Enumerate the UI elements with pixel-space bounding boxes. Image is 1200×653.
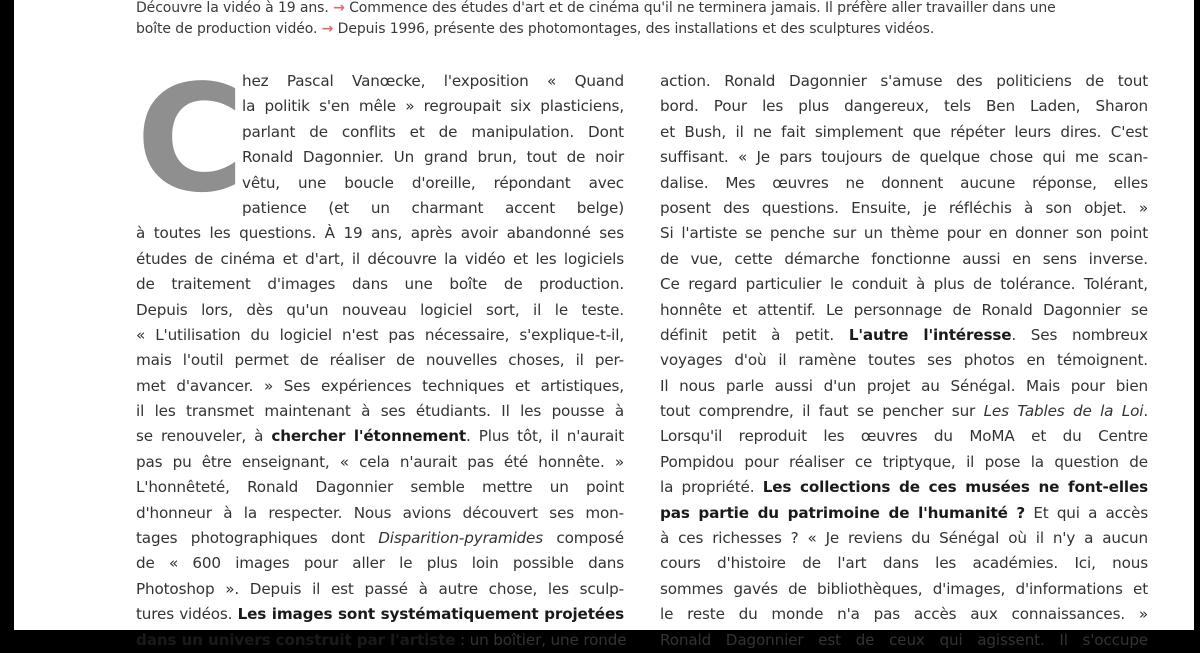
text-run: la propriété.: [660, 478, 763, 497]
text-run: voyages d'où il ramène toutes ses photos en témoignent.: [660, 351, 1148, 370]
article-column-left: [136, 53, 627, 653]
text-line: [136, 450, 624, 475]
bio-text: Depuis 1996, présente des photomontages, des installations et des sculptures vidéos.: [333, 21, 935, 37]
text-run: tout comprendre, il faut se pencher sur: [660, 402, 984, 421]
text-run: posent des questions. Ensuite, je réfléchis à son objet. »: [660, 198, 1148, 217]
text-run: sommes gavés de bibliothèques, d'images, d'informations et: [660, 579, 1148, 598]
text-line: [660, 94, 1148, 119]
text-line: [136, 196, 624, 221]
italic-title: Disparition-pyramides: [378, 529, 544, 548]
text-line: [136, 298, 624, 323]
scan-border-left: [0, 0, 14, 630]
bold-highlight: Les collections de ces musées ne font-elles: [762, 478, 1148, 497]
bold-highlight: pas partie du patrimoine de l'humanité ?: [660, 503, 1026, 522]
italic-title: Les Tables de la Loi: [983, 402, 1144, 421]
text-run: tages photographiques dont: [136, 529, 379, 548]
text-run: action. Ronald Dagonnier s'amuse des politiciens de tout: [660, 72, 1148, 90]
text-run: il les transmet maintenant à ses étudiants. Il les pousse à: [136, 402, 624, 421]
text-line: [136, 628, 627, 653]
text-run: études de cinéma et d'art, il découvre la vidéo et les logiciels: [136, 249, 624, 268]
text-run: se renouveler, à: [136, 427, 272, 446]
text-line: [660, 323, 1148, 348]
text-run: Ce regard particulier le conduit à plus de tolérance. Tolérant,: [660, 275, 1148, 294]
text-line: [136, 247, 624, 272]
text-run: à ces richesses ? « Je reviens du Sénégal où il n'y a aucun: [660, 529, 1148, 548]
article-column-right: [660, 69, 1148, 653]
text-run: d'honneur à la respecter. Nous avions découvert ses mon-: [136, 503, 624, 522]
text-run: vêtu, une boucle d'oreille, répondant avec: [242, 173, 624, 192]
text-run: mais l'outil permet de réaliser de nouvelles choses, il per-: [136, 351, 624, 370]
text-run: Depuis lors, dès qu'un nouveau logiciel sort, il le teste.: [136, 300, 624, 319]
text-run: L'honnêteté, Ronald Dagonnier semble mettre un point: [136, 478, 624, 497]
text-line: [136, 399, 624, 424]
text-line: [136, 602, 624, 627]
text-run: suffisant. « Je pars toujours de quelque chose qui me scan-: [660, 148, 1148, 167]
text-line: [136, 145, 624, 170]
text-line: [660, 399, 1148, 424]
text-line: [660, 577, 1148, 602]
text-run: Et qui a accès: [1025, 503, 1149, 522]
text-line: [136, 323, 624, 348]
text-run: bord. Pour les plus dangereux, tels Ben Laden, Sharon: [660, 97, 1148, 116]
text-run: Il nous parle aussi d'un projet au Sénégal. Mais pour bien: [660, 376, 1148, 395]
drop-cap-letter: C: [136, 53, 241, 225]
arrow-icon: →: [321, 21, 334, 37]
text-line: [136, 501, 624, 526]
text-run: de vue, cette démarche fonctionne aussi en sens inverse.: [660, 249, 1148, 268]
text-line: [660, 348, 1148, 373]
text-line: [660, 526, 1148, 551]
text-line: [136, 475, 624, 500]
text-run: met d'avancer. » Ses expériences techniques et artistiques,: [136, 376, 624, 395]
bold-highlight: dans un univers construit par l'artiste: [136, 630, 456, 649]
text-line: [136, 424, 624, 449]
text-line: [660, 374, 1148, 399]
text-line: [660, 120, 1148, 145]
text-line: [660, 69, 1148, 94]
arrow-icon: →: [333, 0, 345, 16]
text-line: [136, 171, 624, 196]
text-run: Ronald Dagonnier. Un grand brun, tout de noir: [242, 148, 624, 167]
bio-text: Commence des études d'art et de cinéma qu'il ne terminera jamais. Il préfère aller travailler dans une boîte de production vidéo.: [136, 0, 1056, 37]
text-run: définit petit à petit.: [660, 325, 849, 344]
text-line: [136, 120, 624, 145]
text-run: à toutes les questions. À 19 ans, après avoir abandonné ses: [136, 224, 624, 243]
text-run: Photoshop ». Depuis il est passé à autre chose, les sculp-: [136, 579, 624, 598]
text-run: tures vidéos.: [136, 605, 238, 624]
text-line: [136, 272, 624, 297]
text-line: [136, 551, 624, 576]
text-run: : un boîtier, une ronde: [455, 630, 627, 649]
text-line: [660, 298, 1148, 323]
text-run: . Plus tôt, il n'aurait: [466, 427, 624, 446]
text-run: la politik s'en mêle » regroupait six plasticiens,: [242, 97, 624, 116]
text-line: [660, 221, 1148, 246]
text-run: parlant de conflits et de manipulation. Dont: [242, 122, 624, 141]
text-run: Si l'artiste se penche sur un thème pour en donner son point: [660, 224, 1148, 243]
scan-border-right: [1194, 0, 1200, 630]
text-line: [660, 272, 1148, 297]
text-line: [136, 348, 624, 373]
text-line: [136, 577, 624, 602]
text-line: [136, 94, 624, 119]
text-run: Ronald Dagonnier est de ceux qui agissent. Il s'occupe: [660, 630, 1148, 649]
bio-text: Découvre la vidéo à 19 ans.: [136, 0, 334, 16]
artist-bio-summary: [136, 0, 1066, 40]
text-run: .: [1143, 402, 1149, 421]
text-line: [136, 526, 624, 551]
text-run: pas pu être enseignant, « cela n'aurait pas été honnête. »: [136, 452, 624, 471]
text-line: [136, 374, 624, 399]
bold-highlight: Les images sont systématiquement projetées: [237, 605, 624, 624]
text-line: [660, 602, 1148, 627]
text-line: [660, 450, 1148, 475]
text-run: de « 600 images pour aller le plus loin possible dans: [136, 554, 624, 573]
text-line: [660, 475, 1148, 500]
text-run: de traitement d'images dans une boîte de production.: [136, 275, 624, 294]
text-line: [660, 551, 1148, 576]
text-line: [660, 171, 1148, 196]
text-run: le reste du monde n'a pas accès aux connaissances. »: [660, 605, 1148, 624]
text-line: [660, 247, 1148, 272]
bold-highlight: L'autre l'intéresse: [848, 325, 1012, 344]
text-run: dalise. Mes œuvres ne donnent aucune réponse, elles: [660, 173, 1148, 192]
text-run: et Bush, il ne fait simplement que répéter leurs dires. C'est: [660, 122, 1148, 141]
text-run: Pompidou pour réaliser ce triptyque, il pose la question de: [660, 452, 1148, 471]
text-run: cours d'histoire de l'art dans les académies. Ici, nous: [660, 554, 1148, 573]
text-run: . Ses nombreux: [1011, 325, 1148, 344]
text-line: [660, 501, 1148, 526]
text-line: [660, 145, 1148, 170]
bold-highlight: chercher l'étonnement: [271, 427, 467, 446]
text-line: [660, 628, 1148, 653]
text-run: hez Pascal Vanœcke, l'exposition « Quand: [242, 72, 624, 90]
text-line: [660, 196, 1148, 221]
text-line: [660, 424, 1148, 449]
text-run: Lorsqu'il reproduit les œuvres du MoMA et du Centre: [660, 427, 1148, 446]
text-line: [136, 221, 624, 246]
text-run: patience (et un charmant accent belge): [242, 198, 624, 217]
text-line: [136, 69, 624, 94]
text-run: honnête et attentif. Le personnage de Ronald Dagonnier se: [660, 300, 1148, 319]
text-run: composé: [543, 529, 624, 548]
text-run: « L'utilisation du logiciel n'est pas nécessaire, s'explique-t-il,: [136, 325, 624, 344]
